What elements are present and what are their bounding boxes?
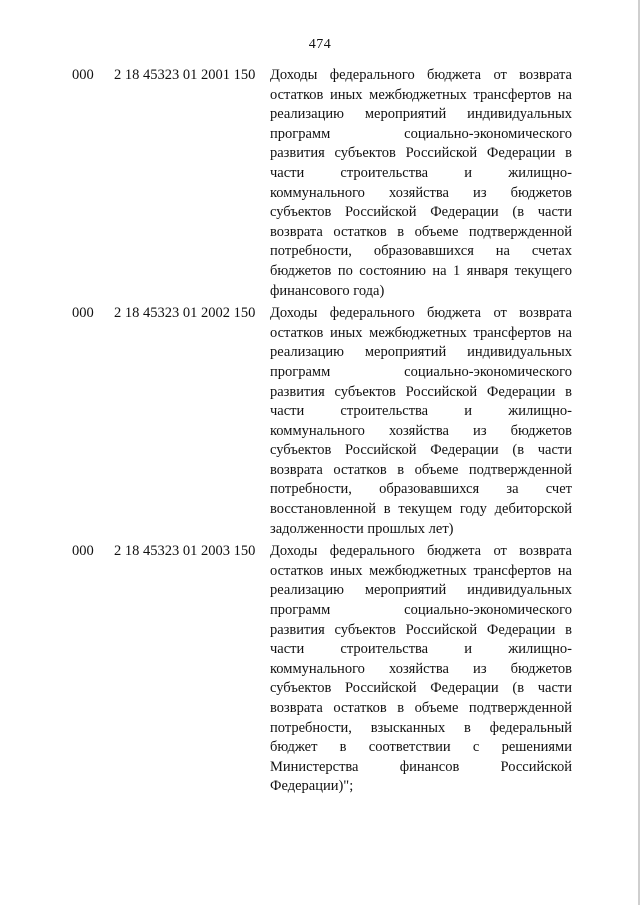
description-line: финансового года)	[270, 282, 385, 299]
description-line: Доходы федерального бюджета от возврата	[270, 543, 572, 560]
description-line: коммунального хозяйства из бюджетов	[270, 422, 572, 439]
description-line: восстановленной в текущем году дебиторской	[270, 501, 572, 518]
description-line: программ социально-экономического	[270, 125, 572, 142]
description-line: возврата остатков в объеме подтвержденной	[270, 700, 572, 716]
description-line: бюджет в соответствии с решениями	[270, 739, 572, 756]
description-line: развития субъектов Российской Федерации в	[270, 145, 572, 162]
budget-classification-code: 2 18 45323 01 2002 150	[114, 305, 256, 322]
description-line: субъектов Российской Федерации (в части	[270, 204, 572, 221]
description-line: потребности, образовавшихся на счетах	[270, 243, 572, 260]
description-line: Федерации)";	[270, 778, 354, 795]
description-line: Министерства финансов Российской	[270, 758, 572, 775]
income-description	[270, 542, 572, 797]
description-line: реализацию мероприятий индивидуальных	[270, 582, 572, 599]
description-line: остатков иных межбюджетных трансфертов на	[270, 324, 572, 341]
income-description	[270, 304, 572, 539]
budget-classification-code: 2 18 45323 01 2001 150	[114, 67, 256, 83]
description-line: Доходы федерального бюджета от возврата	[270, 305, 572, 322]
budget-code-entry	[72, 542, 572, 797]
description-line: программ социально-экономического	[270, 363, 572, 380]
description-line: бюджетов по состоянию на 1 января текущего	[270, 262, 572, 279]
description-line: части строительства и жилищно-	[270, 641, 572, 658]
description-line: части строительства и жилищно-	[270, 403, 572, 420]
description-line: субъектов Российской Федерации (в части	[270, 442, 572, 459]
income-description	[270, 66, 572, 301]
admin-code: 000	[72, 305, 94, 322]
description-line: субъектов Российской Федерации (в части	[270, 680, 572, 697]
budget-classification-code: 2 18 45323 01 2003 150	[114, 543, 256, 560]
description-line: потребности, взысканных в федеральный	[270, 719, 572, 736]
admin-code: 000	[72, 543, 94, 560]
description-line: части строительства и жилищно-	[270, 164, 572, 181]
description-line: задолженности прошлых лет)	[270, 520, 454, 537]
description-line: развития субъектов Российской Федерации в	[270, 383, 572, 400]
description-line: остатков иных межбюджетных трансфертов на	[270, 562, 572, 579]
description-line: коммунального хозяйства из бюджетов	[270, 660, 572, 677]
description-line: программ социально-экономического	[270, 602, 572, 619]
description-line: коммунального хозяйства из бюджетов	[270, 184, 572, 201]
budget-code-entry	[72, 304, 572, 539]
budget-code-list	[72, 66, 572, 800]
description-line: возврата остатков в объеме подтвержденной	[270, 223, 572, 240]
description-line: возврата остатков в объеме подтвержденной	[270, 461, 572, 478]
admin-code: 000	[72, 67, 94, 83]
description-line: Доходы федерального бюджета от возврата	[270, 67, 572, 83]
description-line: реализацию мероприятий индивидуальных	[270, 344, 572, 361]
budget-code-entry	[72, 66, 572, 301]
description-line: развития субъектов Российской Федерации в	[270, 621, 572, 638]
description-line: остатков иных межбюджетных трансфертов на	[270, 86, 572, 103]
description-line: потребности, образовавшихся за счет	[270, 481, 572, 498]
page-number: 474	[308, 37, 332, 52]
description-line: реализацию мероприятий индивидуальных	[270, 106, 572, 123]
